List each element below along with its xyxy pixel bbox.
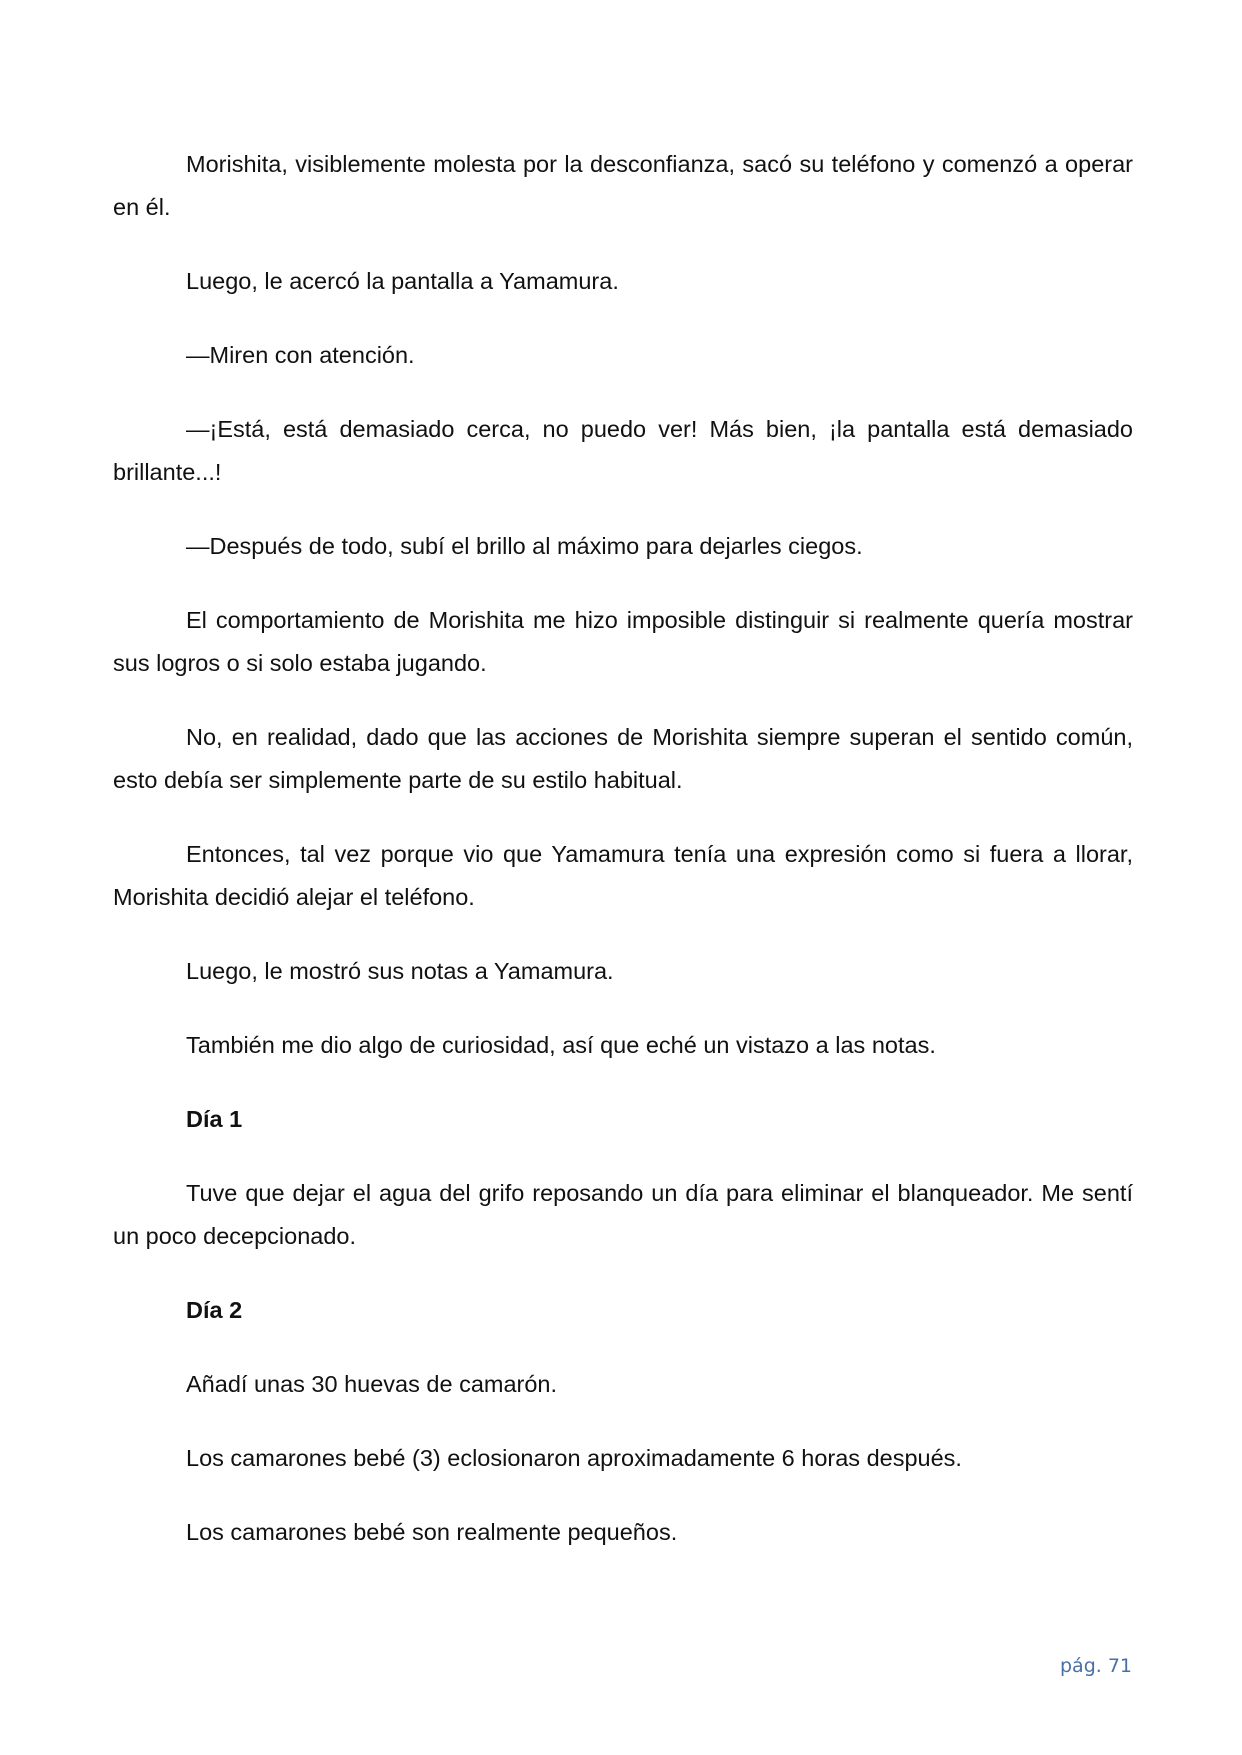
paragraph: —Después de todo, subí el brillo al máximo para dejarles ciegos. [186,533,863,559]
paragraph: No, en realidad, dado que las acciones de Morishita siempre superan el sentido común, esto debía ser simplemente parte de su estilo habitual. [113,724,1133,793]
paragraph: Morishita, visiblemente molesta por la desconfianza, sacó su teléfono y comenzó a operar en él. [113,151,1133,220]
paragraph: Luego, le mostró sus notas a Yamamura. [186,958,614,984]
paragraph: Los camarones bebé (3) eclosionaron aproximadamente 6 horas después. [186,1445,962,1471]
day-heading: Día 1 [186,1106,243,1132]
paragraph: Luego, le acercó la pantalla a Yamamura. [186,268,619,294]
page-number: pág. 71 [1060,1655,1133,1677]
paragraph: Entonces, tal vez porque vio que Yamamura tenía una expresión como si fuera a llorar, Morishita decidió alejar el teléfono. [113,841,1133,910]
paragraph: El comportamiento de Morishita me hizo imposible distinguir si realmente quería mostrar sus logros o si solo estaba jugando. [113,607,1133,676]
paragraph: También me dio algo de curiosidad, así que eché un vistazo a las notas. [186,1032,936,1058]
paragraph: Añadí unas 30 huevas de camarón. [186,1371,558,1397]
paragraph: —Miren con atención. [186,342,415,368]
paragraph: Los camarones bebé son realmente pequeños. [186,1519,678,1545]
paragraph: Tuve que dejar el agua del grifo reposando un día para eliminar el blanqueador. Me sentí un poco decepcionado. [113,1180,1133,1249]
day-heading: Día 2 [186,1297,243,1323]
page-body [113,143,1133,1585]
paragraph: —¡Está, está demasiado cerca, no puedo ver! Más bien, ¡la pantalla está demasiado brillante...! [113,416,1133,485]
